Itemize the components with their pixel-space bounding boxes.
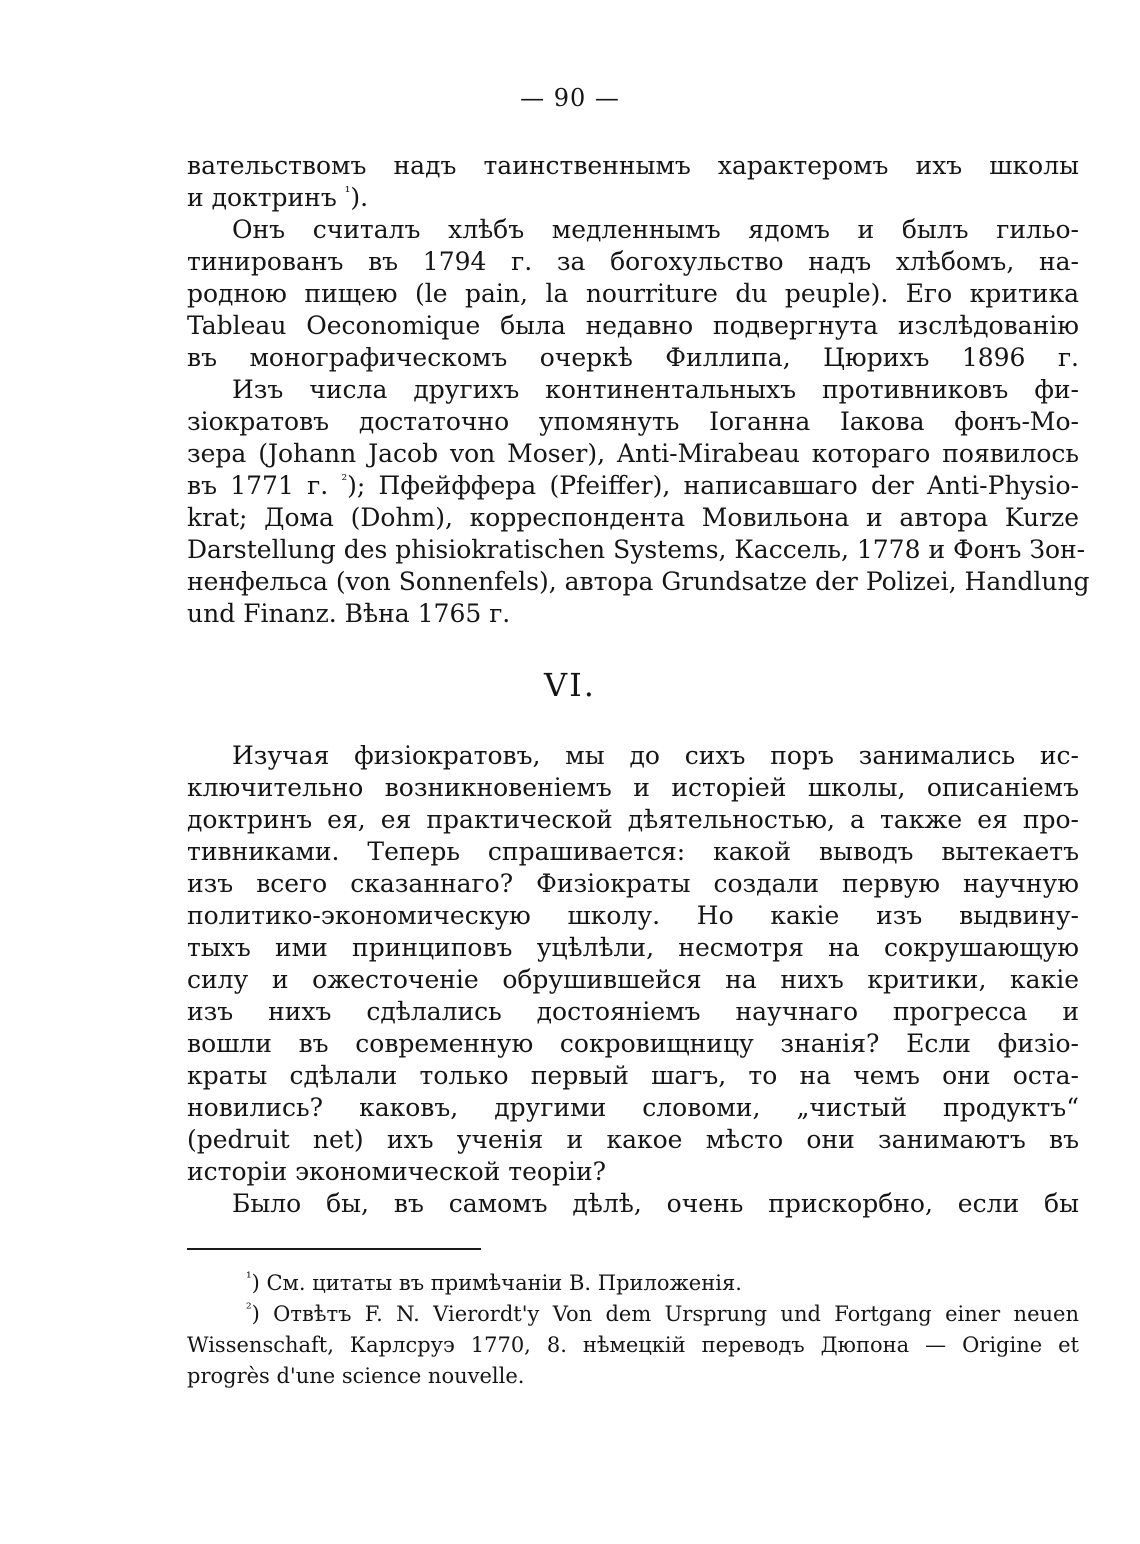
footnote-1 [246,1268,1079,1298]
paragraph-line: краты сдѣлали только первый шагъ, то на чемъ они оста- [187,1061,1079,1090]
paragraph-line: тыхъ ими принциповъ уцѣлѣли, несмотря на сокрушающую [187,933,1079,962]
paragraph-line: зера (Johann Jacob von Moser), Anti-Mirabeau котораго появилось [187,439,1079,468]
footnote-marker: ¹ [246,1270,252,1286]
paragraph-line: силу и ожесточеніе обрушившейся на нихъ критики, какіе [187,965,1079,994]
paragraph-line: исторіи экономической теоріи? [187,1157,607,1186]
paragraph-line: политико-экономическую школу. Но какіе изъ выдвину- [187,901,1079,930]
paragraph-line: вошли въ современную сокровищницу знанія? Если физіо- [187,1029,1079,1058]
paragraph-line: Было бы, въ самомъ дѣлѣ, очень прискорбно, если бы [232,1189,1079,1218]
paragraph-line: Darstellung des phisiokratischen Systems, Кассель, 1778 и Фонъ Зон- [187,535,1086,564]
paragraph-line: въ монографическомъ очеркѣ Филлипа, Цюрихъ 1896 г. [187,343,1079,372]
paragraph-line: доктринъ ея, ея практической дѣятельностью, а также ея про- [187,805,1079,834]
footnote-marker: ² [246,1301,252,1317]
paragraph-line: изъ нихъ сдѣлались достояніемъ научнаго прогресса и [187,997,1079,1026]
line-text: въ 1771 г. [187,471,342,500]
paragraph-line: Изучая физіократовъ, мы до сихъ поръ занимались ис- [232,741,1079,770]
paragraph-line: Онъ считалъ хлѣбъ медленнымъ ядомъ и былъ гильо- [232,215,1079,244]
paragraph-line: изъ всего сказаннаго? Физіократы создали первую научную [187,869,1079,898]
paragraph-line [187,470,1079,502]
footnote-text: ) См. цитаты въ примѣчаніи В. Приложенія. [251,1271,742,1295]
paragraph-line: родною пищею (le pain, la nourriture du peuple). Его критика [187,279,1079,308]
paragraph-line: und Finanz. Вѣна 1765 г. [187,599,511,628]
paragraph-line [187,182,1079,214]
paragraph-line: ненфельса (von Sonnenfels), автора Grundsatze der Polizei, Handlung [187,567,1090,596]
footnote-text: ) Отвѣтъ F. N. Vierordt'y Von dem Ursprung und Fortgang einer neuen [251,1302,1079,1326]
line-text: ). [350,183,369,212]
paragraph-line: новились? каковъ, другими словоми, „чистый продуктъ“ [187,1093,1079,1122]
paragraph-line: Tableau Oeconomique была недавно подвергнута изслѣдованію [187,311,1079,340]
footnote-ref-1: ¹ [344,184,351,201]
paragraph-line: krat; Дома (Dohm), корреспондента Мовильона и автора Kurze [187,503,1079,532]
line-text: и доктринъ [187,183,345,212]
paragraph-line: Изъ числа другихъ континентальныхъ противниковъ фи- [232,375,1079,404]
section-heading: VI. [544,666,596,704]
footnote-2 [246,1299,1079,1329]
paragraph-line: тивниками. Теперь спрашивается: какой выводъ вытекаетъ [187,837,1079,866]
paragraph-line: тинированъ въ 1794 г. за богохульство надъ хлѣбомъ, на- [187,247,1079,276]
footnote-line: Wissenschaft, Карлсруэ 1770, 8. нѣмецкій переводъ Дюпона — Origine et [187,1333,1079,1357]
footnote-line: progrès d'une science nouvelle. [187,1364,525,1388]
line-text: ); Пфейффера (Pfeiffer), написавшаго der Anti-Physio- [347,471,1079,500]
footnote-ref-2: ² [341,472,348,489]
page-number: — 90 — [520,84,620,112]
paragraph-line: зіократовъ достаточно упомянуть Іоганна Іакова фонъ-Мо- [187,407,1079,436]
paragraph-line: ключительно возникновеніемъ и исторіей школы, описаніемъ [187,773,1079,802]
footnote-divider [187,1248,481,1250]
paragraph-line: (pedruit net) ихъ ученія и какое мѣсто они занимаютъ въ [187,1125,1079,1154]
paragraph-line: вательствомъ надъ таинственнымъ характеромъ ихъ школы [187,151,1079,180]
